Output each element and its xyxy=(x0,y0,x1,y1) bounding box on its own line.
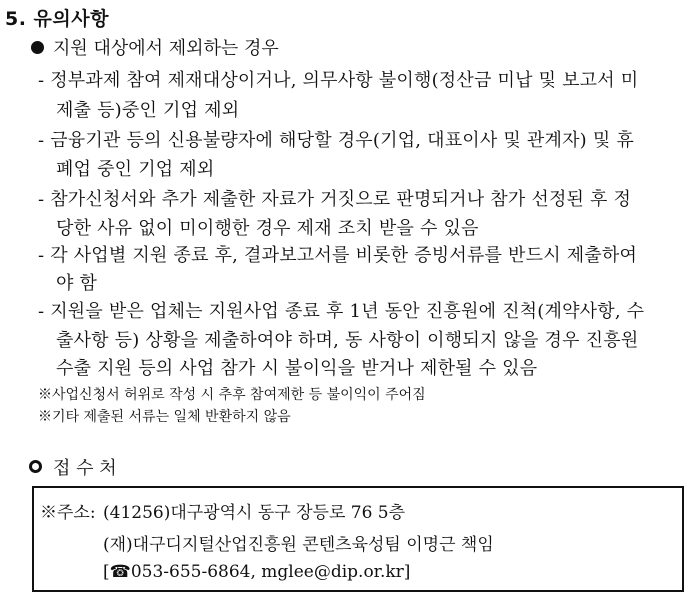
bullet-circle-icon xyxy=(31,41,44,54)
contact-text: 053-655-6864, mglee@dip.or.kr] xyxy=(130,562,411,582)
contact-prefix: [ xyxy=(103,562,110,582)
exclusion-line: 당한 사유 없이 미이행한 경우 제재 조치 받을 수 있음 xyxy=(56,218,479,239)
exclusion-line: - 정부과제 참여 제재대상이거나, 의무사항 불이행(정산금 미납 및 보고서 미 xyxy=(38,70,639,91)
note-line: ※기타 제출된 서류는 일체 반환하지 않음 xyxy=(38,409,291,425)
exclusion-line: - 각 사업별 지원 종료 후, 결과보고서를 비롯한 증빙서류를 반드시 제출하여 xyxy=(38,245,638,266)
exclusion-line: - 금융기관 등의 신용불량자에 해당할 경우(기업, 대표이사 및 관계자) 및 휴 xyxy=(38,130,634,151)
exclusion-line: 수출 지원 등의 사업 참가 시 불이익을 받거나 제한될 수 있음 xyxy=(56,358,538,379)
exclusion-line: - 참가신청서와 추가 제출한 자료가 거짓으로 판명되거나 참가 선정된 후 정 xyxy=(38,189,632,210)
exclusion-line: 폐업 중인 기업 제외 xyxy=(56,159,215,180)
note-line: ※사업신청서 허위로 작성 시 추후 참여제한 등 불이익이 주어짐 xyxy=(38,387,426,403)
section-title: 5. 유의사항 xyxy=(5,8,109,30)
phone-icon: ☎ xyxy=(109,562,131,582)
contact-line xyxy=(103,562,410,582)
bullet-circle-outline-icon xyxy=(29,460,42,473)
address-label: ※주소: xyxy=(40,503,96,523)
reception-heading: 접 수 처 xyxy=(53,458,117,479)
address-text: (41256)대구광역시 동구 장등로 76 5층 xyxy=(103,503,406,523)
exclusion-line: 제출 등)중인 기업 제외 xyxy=(56,100,240,121)
exclusion-line: 출사항 등) 상황을 제출하여야 하며, 동 사항이 이행되지 않을 경우 진흥원 xyxy=(56,330,639,351)
org-text: (재)대구디지털산업진흥원 콘텐츠육성팀 이명근 책임 xyxy=(103,535,494,555)
exclusion-line: 야 함 xyxy=(56,273,98,294)
exclusion-line: - 지원을 받은 업체는 지원사업 종료 후 1년 동안 진흥원에 진척(계약사항, 수 xyxy=(38,301,645,322)
exclusion-heading: 지원 대상에서 제외하는 경우 xyxy=(53,38,279,59)
